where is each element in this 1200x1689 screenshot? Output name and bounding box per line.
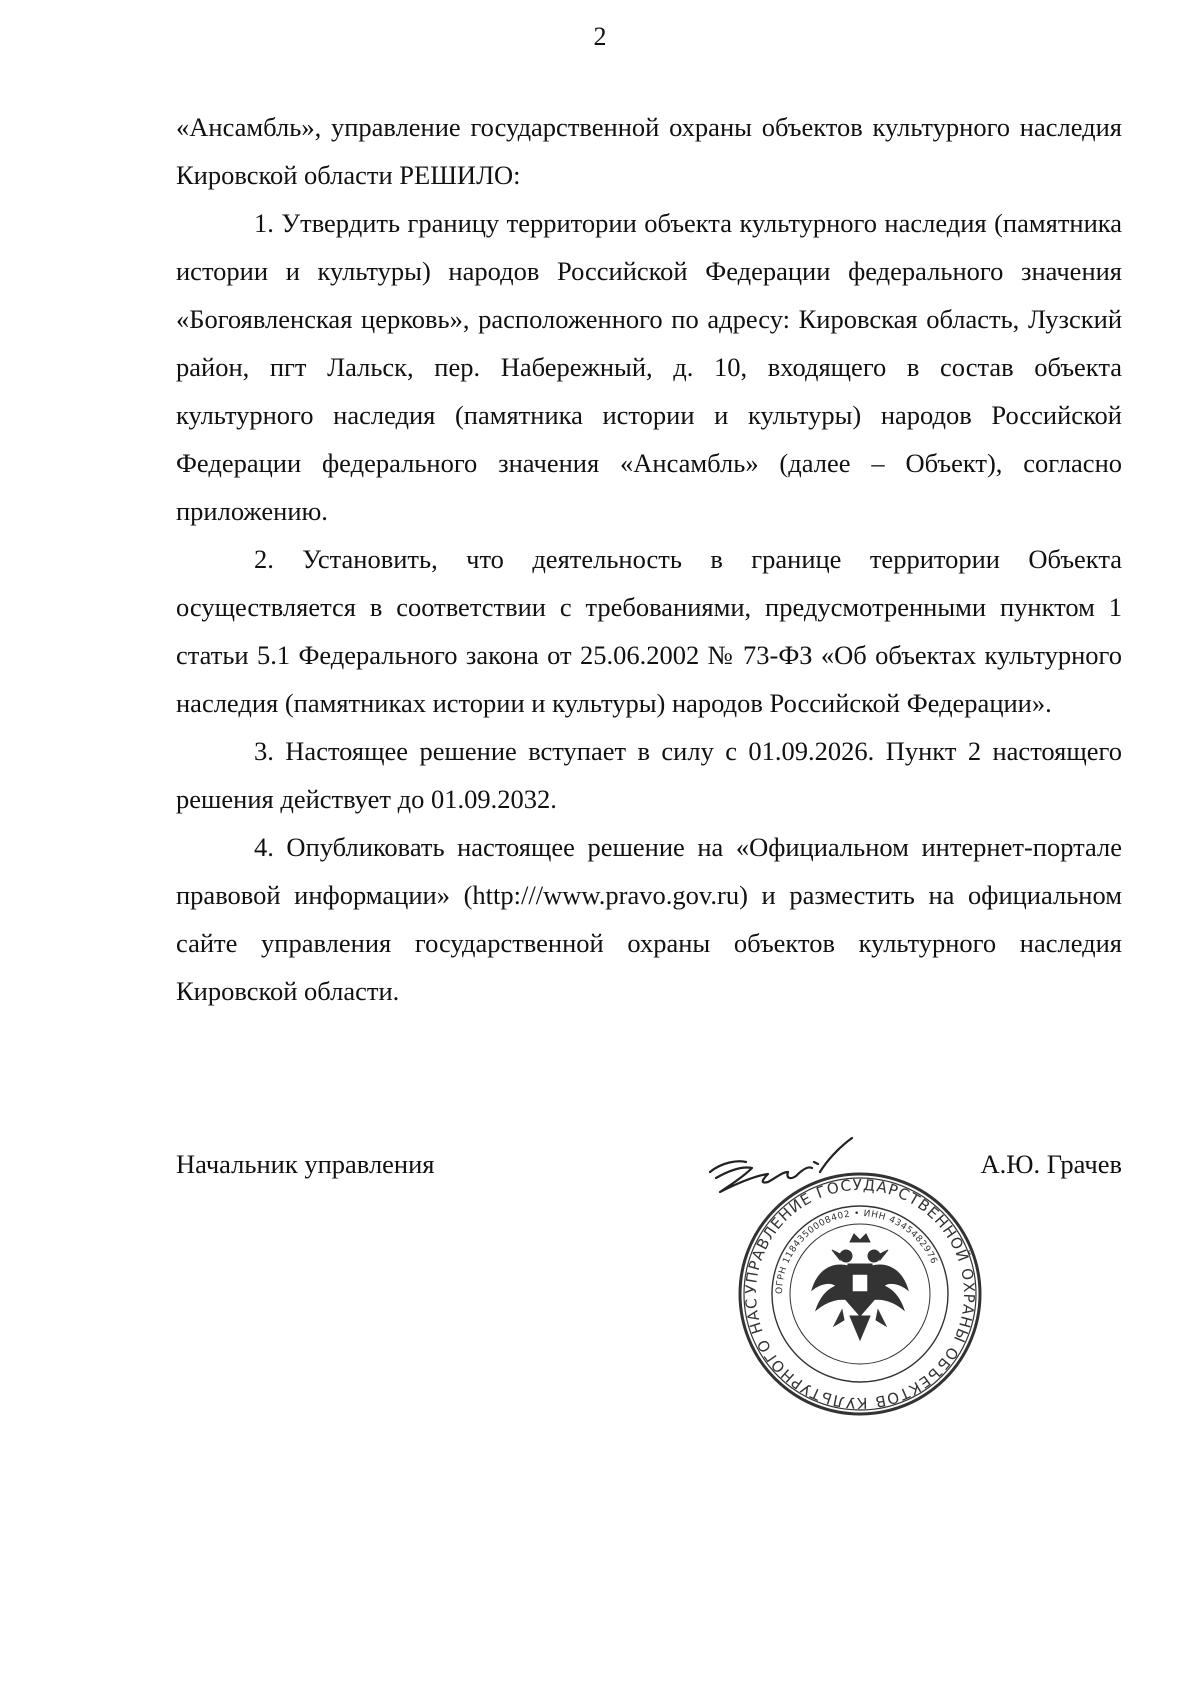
paragraph-item-4: 4. Опубликовать настоящее решение на «Официальном интернет-портале правовой информации» (http:///www.pravo.gov.ru) и разместить на официальном сайте управления государственной охраны объектов культурного наследия Кировской области. [176,832,1122,1006]
paragraph-intro: «Ансамбль», управление государственной охраны объектов культурного наследия Кировской области РЕШИЛО: [176,112,1122,190]
seal-inner-text: ОГРН 1184350008402 • ИНН 4345482976 [774,1208,939,1295]
document-body [176,103,1122,1015]
seal-outer-text: УПРАВЛЕНИЕ ГОСУДАРСТВЕННОЙ ОХРАНЫ ОБЪЕКТОВ КУЛЬТУРНОГО НАС [741,1175,979,1413]
signatory-position: Начальник управления [176,1149,435,1179]
paragraph-item-2: 2. Установить, что деятельность в границе территории Объекта осуществляется в соответствии с требованиями, предусмотренными пунктом 1 статьи 5.1 Федерального закона от 25.06.2002 № 73-ФЗ «Об объектах культурного наследия (памятниках истории и культуры) народов Российской Федерации». [176,544,1122,718]
paragraph-item-3: 3. Настоящее решение вступает в силу с 01.09.2026. Пункт 2 настоящего решения действует до 01.09.2032. [176,736,1122,814]
paragraph-item-1: 1. Утвердить границу территории объекта культурного наследия (памятника истории и культуры) народов Российской Федерации федерального значения «Богоявленская церковь», расположенного по адресу: Кировская область, Лузский район, пгт Лальск, пер. Набережный, д. 10, входящего в состав объекта культурного наследия (памятника истории и культуры) народов Российской Федерации федерального значения «Ансамбль» (далее – Объект), согласно приложению. [176,208,1122,526]
official-seal [736,1170,984,1418]
signatory-name: А.Ю. Грачев [980,1149,1122,1179]
page-number: 2 [593,22,607,51]
double-headed-eagle-icon [812,1234,908,1340]
